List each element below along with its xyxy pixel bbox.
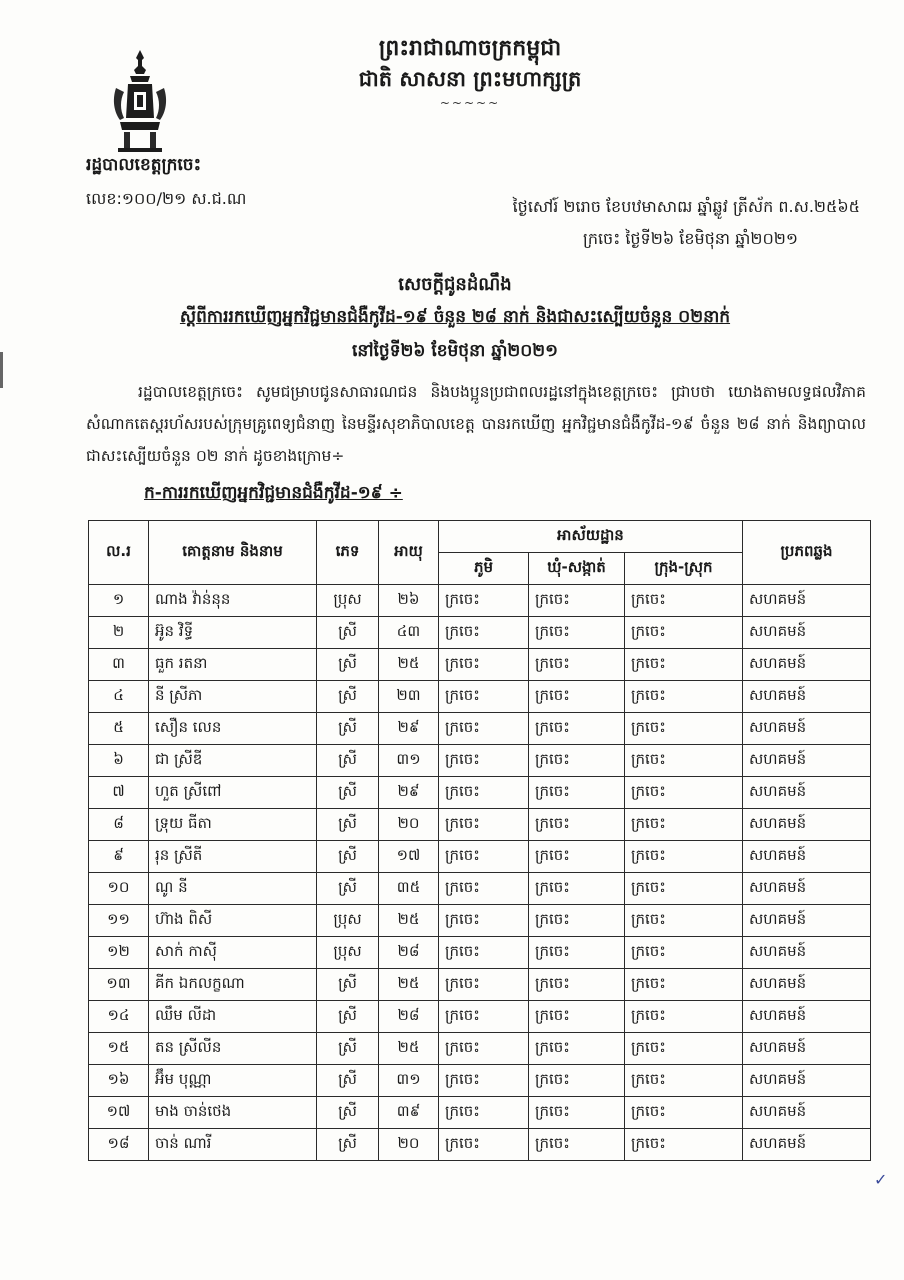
cell-village: ក្រចេះ <box>439 1065 529 1097</box>
cell-gender: ស្រី <box>317 1129 379 1161</box>
table-row <box>89 969 871 1001</box>
lunar-date: ថ្ងៃសៅរ៍ ២រោច ខែបឋមាសាឍ ឆ្នាំឆ្លូវ ត្រីស័ក ព.ស.២៥៦៥ <box>512 197 860 216</box>
cell-commune: ក្រចេះ <box>529 745 625 777</box>
cell-village: ក្រចេះ <box>439 1129 529 1161</box>
cell-name: ណាង វ៉ាន់នុន <box>149 585 317 617</box>
table-row <box>89 585 871 617</box>
cell-no: ១ <box>89 585 149 617</box>
cell-commune: ក្រចេះ <box>529 873 625 905</box>
cell-village: ក្រចេះ <box>439 809 529 841</box>
cell-gender: ស្រី <box>317 1065 379 1097</box>
cell-name: ធួក រតនា <box>149 649 317 681</box>
cell-source: សហគមន៍ <box>743 617 871 649</box>
handwritten-mark: ✓ <box>874 1170 888 1189</box>
cell-name: ទ្រុយ ធីតា <box>149 809 317 841</box>
cell-village: ក្រចេះ <box>439 905 529 937</box>
table-row <box>89 809 871 841</box>
header-commune: ឃុំ-សង្កាត់ <box>529 553 625 585</box>
cell-gender: ស្រី <box>317 745 379 777</box>
cell-age: ២៩ <box>379 713 439 745</box>
cell-no: ៥ <box>89 713 149 745</box>
header-district: ក្រុង-ស្រុក <box>625 553 743 585</box>
cell-district: ក្រចេះ <box>625 681 743 713</box>
cell-age: ៣៩ <box>379 1097 439 1129</box>
cell-no: ១៣ <box>89 969 149 1001</box>
table-row <box>89 745 871 777</box>
cell-gender: ប្រុស <box>317 585 379 617</box>
cell-village: ក្រចេះ <box>439 873 529 905</box>
cell-source: សហគមន៍ <box>743 1001 871 1033</box>
cell-name: សឿន លេន <box>149 713 317 745</box>
cell-village: ក្រចេះ <box>439 1097 529 1129</box>
cell-gender: ប្រុស <box>317 905 379 937</box>
header-ornament: ~~~~~ <box>439 96 501 110</box>
cell-age: ៣៥ <box>379 873 439 905</box>
cell-source: សហគមន៍ <box>743 969 871 1001</box>
cell-name: នី ស្រីភា <box>149 681 317 713</box>
cell-no: ៨ <box>89 809 149 841</box>
cell-source: សហគមន៍ <box>743 649 871 681</box>
cell-age: ២៥ <box>379 905 439 937</box>
header-no: ល.រ <box>89 521 149 585</box>
national-motto: ជាតិ សាសនា ព្រះមហាក្សត្រ <box>358 67 582 91</box>
cell-district: ក្រចេះ <box>625 937 743 969</box>
cell-commune: ក្រចេះ <box>529 809 625 841</box>
cell-gender: ស្រី <box>317 1001 379 1033</box>
cell-source: សហគមន៍ <box>743 713 871 745</box>
cell-no: ១៨ <box>89 1129 149 1161</box>
cell-commune: ក្រចេះ <box>529 681 625 713</box>
royal-coat-of-arms-icon <box>108 48 172 152</box>
cell-village: ក្រចេះ <box>439 937 529 969</box>
cell-name: ជា ស្រីឌី <box>149 745 317 777</box>
cell-district: ក្រចេះ <box>625 1033 743 1065</box>
cell-village: ក្រចេះ <box>439 681 529 713</box>
cell-gender: ស្រី <box>317 681 379 713</box>
cell-gender: ស្រី <box>317 841 379 873</box>
cell-no: ១១ <box>89 905 149 937</box>
scan-margin-mark <box>0 352 3 388</box>
cell-age: ៣១ <box>379 745 439 777</box>
table-row <box>89 1097 871 1129</box>
cell-district: ក្រចេះ <box>625 585 743 617</box>
cell-village: ក្រចេះ <box>439 713 529 745</box>
cell-gender: ស្រី <box>317 1033 379 1065</box>
cell-commune: ក្រចេះ <box>529 649 625 681</box>
kingdom-title: ព្រះរាជាណាចក្រកម្ពុជា <box>378 36 562 61</box>
cell-village: ក្រចេះ <box>439 585 529 617</box>
solar-date: ក្រចេះ ថ្ងៃទី២៦ ខែមិថុនា ឆ្នាំ២០២១ <box>583 229 798 248</box>
cell-no: ៩ <box>89 841 149 873</box>
cell-village: ក្រចេះ <box>439 969 529 1001</box>
table-row <box>89 617 871 649</box>
cell-commune: ក្រចេះ <box>529 905 625 937</box>
cell-age: ២៨ <box>379 937 439 969</box>
table-row <box>89 649 871 681</box>
cell-gender: ស្រី <box>317 617 379 649</box>
table-body <box>89 585 871 1161</box>
cell-district: ក្រចេះ <box>625 969 743 1001</box>
cell-source: សហគមន៍ <box>743 905 871 937</box>
cell-age: ៣១ <box>379 1065 439 1097</box>
cell-source: សហគមន៍ <box>743 841 871 873</box>
cell-district: ក្រចេះ <box>625 841 743 873</box>
cell-district: ក្រចេះ <box>625 713 743 745</box>
header-residence: អាស័យដ្ឋាន <box>439 521 743 553</box>
cell-age: ២៥ <box>379 649 439 681</box>
cell-village: ក្រចេះ <box>439 1033 529 1065</box>
cell-district: ក្រចេះ <box>625 1001 743 1033</box>
table-row <box>89 713 871 745</box>
cell-no: ១០ <box>89 873 149 905</box>
cell-gender: ប្រុស <box>317 937 379 969</box>
header-source: ប្រភពឆ្លង <box>743 521 871 585</box>
cell-name: ណូ នី <box>149 873 317 905</box>
cell-gender: ស្រី <box>317 777 379 809</box>
cell-no: ១៦ <box>89 1065 149 1097</box>
document-subject: ស្តីពីការរកឃើញអ្នកវិជ្ជមានជំងឺកូវីដ-១៩ ចំនួន ២៨ នាក់ និងជាសះស្បើយចំនួន ០២នាក់ <box>179 307 731 327</box>
table-header-row <box>89 521 871 553</box>
issuing-authority: រដ្ឋបាលខេត្តក្រចេះ <box>86 155 202 175</box>
cell-name: តន ស្រីលីន <box>149 1033 317 1065</box>
cell-district: ក្រចេះ <box>625 873 743 905</box>
cell-source: សហគមន៍ <box>743 777 871 809</box>
cell-age: ២៨ <box>379 1001 439 1033</box>
cell-age: ២៩ <box>379 777 439 809</box>
cell-commune: ក្រចេះ <box>529 1033 625 1065</box>
cell-village: ក្រចេះ <box>439 649 529 681</box>
cell-age: ២៥ <box>379 1033 439 1065</box>
cell-age: ២០ <box>379 1129 439 1161</box>
cell-name: គីក ឯកលក្ខណា <box>149 969 317 1001</box>
cell-commune: ក្រចេះ <box>529 969 625 1001</box>
cell-gender: ស្រី <box>317 969 379 1001</box>
cell-gender: ស្រី <box>317 1097 379 1129</box>
header-age: អាយុ <box>379 521 439 585</box>
document-title: សេចក្តីជូនដំណឹង <box>398 274 512 295</box>
table-row <box>89 1033 871 1065</box>
table-row <box>89 777 871 809</box>
table-row <box>89 937 871 969</box>
cell-age: ២៥ <box>379 969 439 1001</box>
cell-district: ក្រចេះ <box>625 809 743 841</box>
cell-district: ក្រចេះ <box>625 1097 743 1129</box>
cell-name: ហ៊ាង ពិសី <box>149 905 317 937</box>
cell-no: ១៤ <box>89 1001 149 1033</box>
kingdom-header <box>300 34 640 110</box>
cell-gender: ស្រី <box>317 713 379 745</box>
cell-name: មាង ចាន់ថេង <box>149 1097 317 1129</box>
cell-gender: ស្រី <box>317 873 379 905</box>
cell-village: ក្រចេះ <box>439 841 529 873</box>
cell-commune: ក្រចេះ <box>529 617 625 649</box>
cell-name: ឈឹម លីដា <box>149 1001 317 1033</box>
cell-source: សហគមន៍ <box>743 1033 871 1065</box>
cell-district: ក្រចេះ <box>625 745 743 777</box>
cell-source: សហគមន៍ <box>743 585 871 617</box>
document-date-line: នៅថ្ងៃទី២៦ ខែមិថុនា ឆ្នាំ២០២១ <box>351 341 559 361</box>
letter-number: លេខ:១០០/២១ ស.ជ.ណ <box>86 189 247 208</box>
cell-no: ១៥ <box>89 1033 149 1065</box>
body-paragraph: រដ្ឋបាលខេត្តក្រចេះ សូមជម្រាបជូនសាធារណជន និងបងប្អូនប្រជាពលរដ្ឋនៅក្នុងខេត្តក្រចេះ ជ្រាបថា យោងតាមលទ្ធផលវិភាគសំណាកតេស្តរហ័សរបស់ក្រុមគ្រូពេទ្យជំនាញ នៃមន្ទីរសុខាភិបាលខេត្ត បានរកឃើញ អ្នកវិជ្ជមានជំងឺកូវីដ-១៩ ចំនួន ២៨ នាក់ និងព្យាបាលជាសះស្បើយចំនួន ០២ នាក់ ដូចខាងក្រោម÷ <box>86 383 866 465</box>
cell-no: ៣ <box>89 649 149 681</box>
cell-name: អ៊ឹម បុណ្ណា <box>149 1065 317 1097</box>
table-row <box>89 1129 871 1161</box>
cell-village: ក្រចេះ <box>439 1001 529 1033</box>
cell-commune: ក្រចេះ <box>529 937 625 969</box>
table-row <box>89 841 871 873</box>
cell-no: ៦ <box>89 745 149 777</box>
cell-commune: ក្រចេះ <box>529 585 625 617</box>
cell-source: សហគមន៍ <box>743 1065 871 1097</box>
cell-village: ក្រចេះ <box>439 617 529 649</box>
cell-name: អ៊ូន វិទ្ធី <box>149 617 317 649</box>
section-heading: ក-ការរកឃើញអ្នកវិជ្ជមានជំងឺកូវីដ-១៩ ÷ <box>144 483 403 503</box>
header-village: ភូមិ <box>439 553 529 585</box>
table-row <box>89 1065 871 1097</box>
cell-no: ២ <box>89 617 149 649</box>
cell-age: ៤៣ <box>379 617 439 649</box>
cell-no: ១៧ <box>89 1097 149 1129</box>
cell-village: ក្រចេះ <box>439 745 529 777</box>
table-row <box>89 873 871 905</box>
cell-source: សហគមន៍ <box>743 809 871 841</box>
cell-commune: ក្រចេះ <box>529 777 625 809</box>
cell-source: សហគមន៍ <box>743 1097 871 1129</box>
cell-source: សហគមន៍ <box>743 745 871 777</box>
cell-age: ១៧ <box>379 841 439 873</box>
header-name: គោត្តនាម និងនាម <box>149 521 317 585</box>
cell-source: សហគមន៍ <box>743 1129 871 1161</box>
cell-commune: ក្រចេះ <box>529 1065 625 1097</box>
cell-district: ក្រចេះ <box>625 649 743 681</box>
cell-district: ក្រចេះ <box>625 617 743 649</box>
cell-commune: ក្រចេះ <box>529 1097 625 1129</box>
cell-district: ក្រចេះ <box>625 777 743 809</box>
cell-name: រុន ស្រីតី <box>149 841 317 873</box>
cell-source: សហគមន៍ <box>743 873 871 905</box>
cell-name: សាក់ កាស៊ី <box>149 937 317 969</box>
cell-gender: ស្រី <box>317 649 379 681</box>
cell-no: ៧ <box>89 777 149 809</box>
cell-name: ហួត ស្រីពៅ <box>149 777 317 809</box>
cell-age: ២៣ <box>379 681 439 713</box>
table-row <box>89 905 871 937</box>
table-row <box>89 681 871 713</box>
cell-commune: ក្រចេះ <box>529 841 625 873</box>
header-gender: ភេទ <box>317 521 379 585</box>
cell-age: ២៦ <box>379 585 439 617</box>
cell-no: ១២ <box>89 937 149 969</box>
cases-table <box>88 520 871 1161</box>
cell-source: សហគមន៍ <box>743 937 871 969</box>
cell-source: សហគមន៍ <box>743 681 871 713</box>
cell-commune: ក្រចេះ <box>529 713 625 745</box>
cell-no: ៤ <box>89 681 149 713</box>
cell-village: ក្រចេះ <box>439 777 529 809</box>
cell-age: ២០ <box>379 809 439 841</box>
cell-district: ក្រចេះ <box>625 905 743 937</box>
table-row <box>89 1001 871 1033</box>
cell-name: ចាន់ ណារី <box>149 1129 317 1161</box>
cell-district: ក្រចេះ <box>625 1065 743 1097</box>
cell-commune: ក្រចេះ <box>529 1129 625 1161</box>
cell-district: ក្រចេះ <box>625 1129 743 1161</box>
cell-gender: ស្រី <box>317 809 379 841</box>
cell-commune: ក្រចេះ <box>529 1001 625 1033</box>
